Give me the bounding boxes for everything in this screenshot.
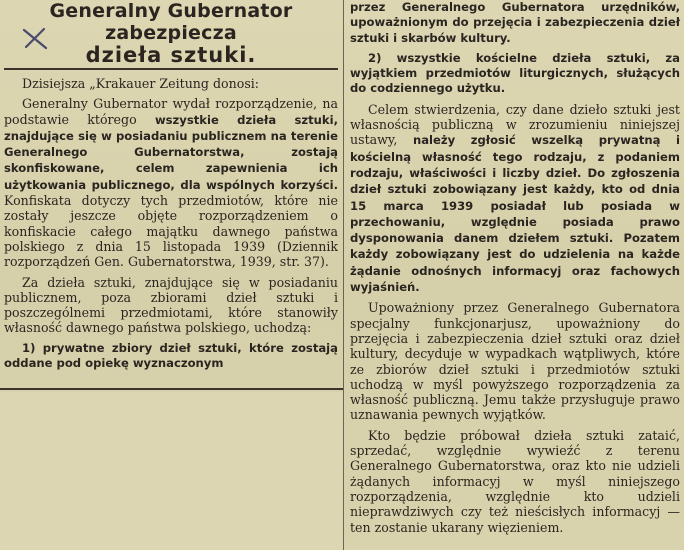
right-column	[350, 0, 680, 535]
paragraph-registration	[350, 102, 680, 296]
paragraph-intro: Dzisiejsza „Krakauer Zeitung donosi:	[22, 76, 260, 91]
paragraph-penalty: Kto będzie próbował dzieła sztuki zataić, sprzedać, względnie wywieźć z terenu Generalnego Gubernatorstwa, oraz kto nie udzieli żądanych informacyj w myśl niniejszego rozporządzenia, względnie kto udzieli nieprawdziwych czy też nieścisłych informacyj — ten zostanie ukarany więzieniem.	[350, 427, 680, 535]
headline-line-2: dzieła sztuki.	[85, 43, 257, 67]
column-divider	[343, 0, 344, 550]
article-headline	[4, 0, 338, 70]
decree-text-c: Konfiskata dotyczy tych przedmiotów, które nie zostały jeszcze objęte rozporządzeniem o konfiskacie całego majątku dawnego państwa polskiego z dnia 15 listopada 1939 (Dziennik rozporządzeń Gen. Gubernatorstwa, 1939, str. 37).	[4, 193, 338, 270]
registration-text-bold: należy zgłosić wszelką prywatną i kościelną własność tego rodzaju, z podaniem rodzaju, właściwości i liczby dzieł. Do zgłoszenia dzieł sztuki zobowiązany jest każdy, kto od dnia 15 marca 1939 posiadał lub posiada w przechowaniu, względnie posiada prawo dysponowania danem dziełem sztuki. Pozatem każdy zobowiązany jest do udzielenia na każde żądanie odnośnych informacyj oraz fachowych wyjaśnień.	[350, 133, 681, 295]
left-column-end-rule	[0, 388, 344, 390]
registration-text-a: Celem stwierdzenia, czy dane dzieło sztuki jest własnością publiczną w zrozumieniu niniejszej ustawy,	[350, 101, 680, 148]
paragraph-point-1: 1) prywatne zbiory dzieł sztuki, które zostają oddane pod opiekę wyznaczonym	[4, 340, 338, 371]
blank-area	[0, 392, 343, 550]
headline-line-1: Generalny Gubernator zabezpiecza	[49, 0, 293, 44]
decree-text-a: Generalny Gubernator wydał rozporządzenie, na podstawie którego	[4, 96, 338, 127]
paragraph-definition: Za dzieła sztuki, znajdujące się w posiadaniu publicznem, poza zbiorami dzieł sztuki i poszczególnemi przedmiotami, które stanowiły własność dawnego państwa polskiego, uchodzą:	[4, 274, 338, 336]
decree-text-bold: wszystkie dzieła sztuki, znajdujące się w posiadaniu publicznem na terenie Generalnego Gubernatorstwa, zostają skonfiskowane, celem zapewnienia ich użytkowania publicznego, dla wspólnych korzyści.	[4, 112, 338, 192]
paragraph-official: Upoważniony przez Generalnego Gubernatora specjalny funkcjonarjusz, upoważniony do przejęcia i zabezpieczenia dzieł sztuki oraz dzieł kultury, decyduje w wypadkach wątpliwych, które ze zbiorów dzieł sztuki i przedmiotów sztuki uchodzą w myśl powyższego rozporządzenia za własność publiczną. Jemu także przysługuje prawo uznawania pewnych wyjątków.	[350, 300, 680, 423]
paragraph-point-2: 2) wszystkie kościelne dzieła sztuki, za wyjątkiem przedmiotów liturgicznych, służących do codziennego użytku.	[350, 50, 680, 96]
paragraph-point-1-cont: przez Generalnego Gubernatora urzędników, upoważnionym do przejęcia i zabezpieczenia dzieł sztuki i skarbów kultury.	[350, 0, 680, 45]
paragraph-decree	[4, 96, 338, 269]
left-column	[4, 0, 338, 371]
